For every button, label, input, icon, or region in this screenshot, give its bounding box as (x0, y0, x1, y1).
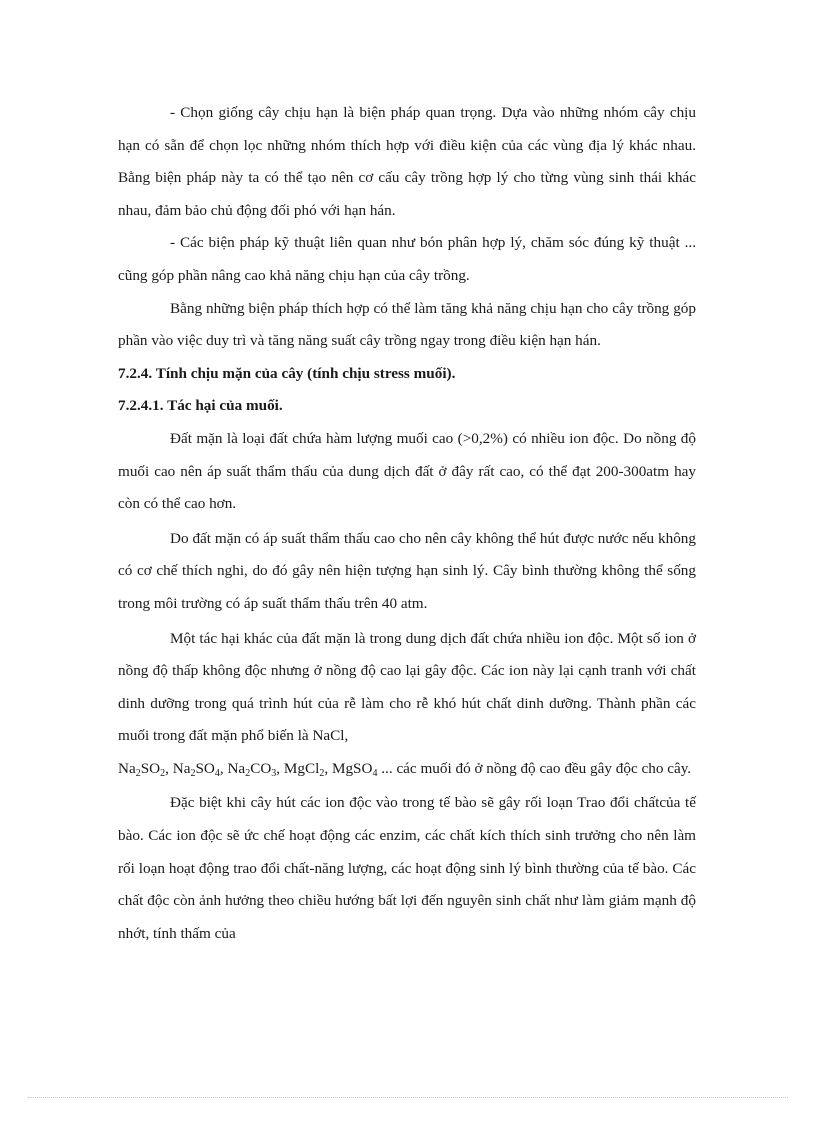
paragraph-drought-conclusion: Bằng những biện pháp thích hợp có thể làm tăng khả năng chịu hạn cho cây trồng góp phần vào việc duy trì và tăng năng suất cây trồng ngay trong điều kiện hạn hán. (118, 299, 696, 350)
formula-mgcl2: MgCl$_2$ (283, 759, 325, 779)
paragraph-toxic-ions: Một tác hại khác của đất mặn là trong dung dịch đất chứa nhiều ion độc. Một số ion ở nồng độ thấp không độc nhưng ở nồng độ cao lại gây độc. Các ion này lại cạnh tranh với chất dinh dưỡng trong quá trình hút của rễ làm cho rễ khó hút chất dinh dưỡng. Thành phần các muối trong đất mặn phổ biến là NaCl, $Na_2SO_2$, $Na_2SO_4$, $Na_2CO_3$, MgCl$_2$, MgSO$_4$ ... các muối đó ở nồng độ cao đều gây độc cho cây. (118, 629, 696, 779)
section-heading-salt-tolerance: 7.2.4. Tính chịu mặn của cây (tính chịu stress muối). (118, 364, 456, 382)
formula-na2so2: $Na_2SO_2$ (118, 759, 166, 779)
toxic-ions-tail: ... các muối đó ở nồng độ cao đều gây độc cho cây. (377, 759, 692, 777)
paragraph-technical-measures: - Các biện pháp kỹ thuật liên quan như bón phân hợp lý, chăm sóc đúng kỹ thuật ... cũng góp phần nâng cao khả năng chịu hạn của cây trồng. (118, 234, 696, 284)
paragraph-drought-variety-selection: - Chọn giống cây chịu hạn là biện pháp quan trọng. Dựa vào những nhóm cây chịu hạn có sẵn để chọn lọc những nhóm thích hợp với điều kiện của các vùng địa lý khác nhau. Bằng biện pháp này ta có thể tạo nên cơ cấu cây trồng hợp lý cho từng vùng sinh thái khác nhau, đảm bảo chủ động đối phó với hạn hán. (118, 104, 696, 219)
formula-na2so4: $Na_2SO_4$ (172, 759, 220, 779)
paragraph-physiological-drought: Do đất mặn có áp suất thẩm thấu cao cho nên cây không thể hút được nước nếu không có cơ chế thích nghi, do đó gây nên hiện tượng hạn sinh lý. Cây bình thường không thể sống trong môi trường có áp suất thẩm thấu trên 40 atm. (118, 529, 696, 612)
subsection-heading-salt-harm: 7.2.4.1. Tác hại của muối. (118, 397, 283, 415)
formula-na2co3: $Na_2CO_3$ (227, 759, 277, 779)
paragraph-metabolic-disorder: Đặc biệt khi cây hút các ion độc vào trong tế bào sẽ gây rối loạn Trao đổi chấtcủa tế bào. Các ion độc sẽ ức chế hoạt động các enzim, các chất kích thích sinh trưởng cho nên làm rối loạn hoạt động trao đổi chất-năng lượng, các hoạt động sinh lý bình thường của tế bào. Các chất độc còn ảnh hưởng theo chiều hướng bất lợi đến nguyên sinh chất như làm giảm mạnh độ nhớt, tính thấm của (118, 794, 696, 942)
formula-mgso4: MgSO$_4$ (331, 759, 378, 779)
paragraph-saline-soil-definition: Đất mặn là loại đất chứa hàm lượng muối cao (>0,2%) có nhiều ion độc. Do nồng độ muối cao nên áp suất thẩm thấu của dung dịch đất ở đây rất cao, có thể đạt 200-300atm hay còn có thể cao hơn. (118, 429, 696, 513)
document-page (118, 97, 696, 950)
toxic-ions-text: Một tác hại khác của đất mặn là trong dung dịch đất chứa nhiều ion độc. Một số ion ở nồng độ thấp không độc nhưng ở nồng độ cao lại gây độc. Các ion này lại cạnh tranh với chất dinh dưỡng trong quá trình hút của rễ làm cho rễ khó hút chất dinh dưỡng. Thành phần các muối trong đất mặn phổ biến là NaCl, (118, 629, 696, 745)
page-bottom-divider (28, 1097, 788, 1098)
